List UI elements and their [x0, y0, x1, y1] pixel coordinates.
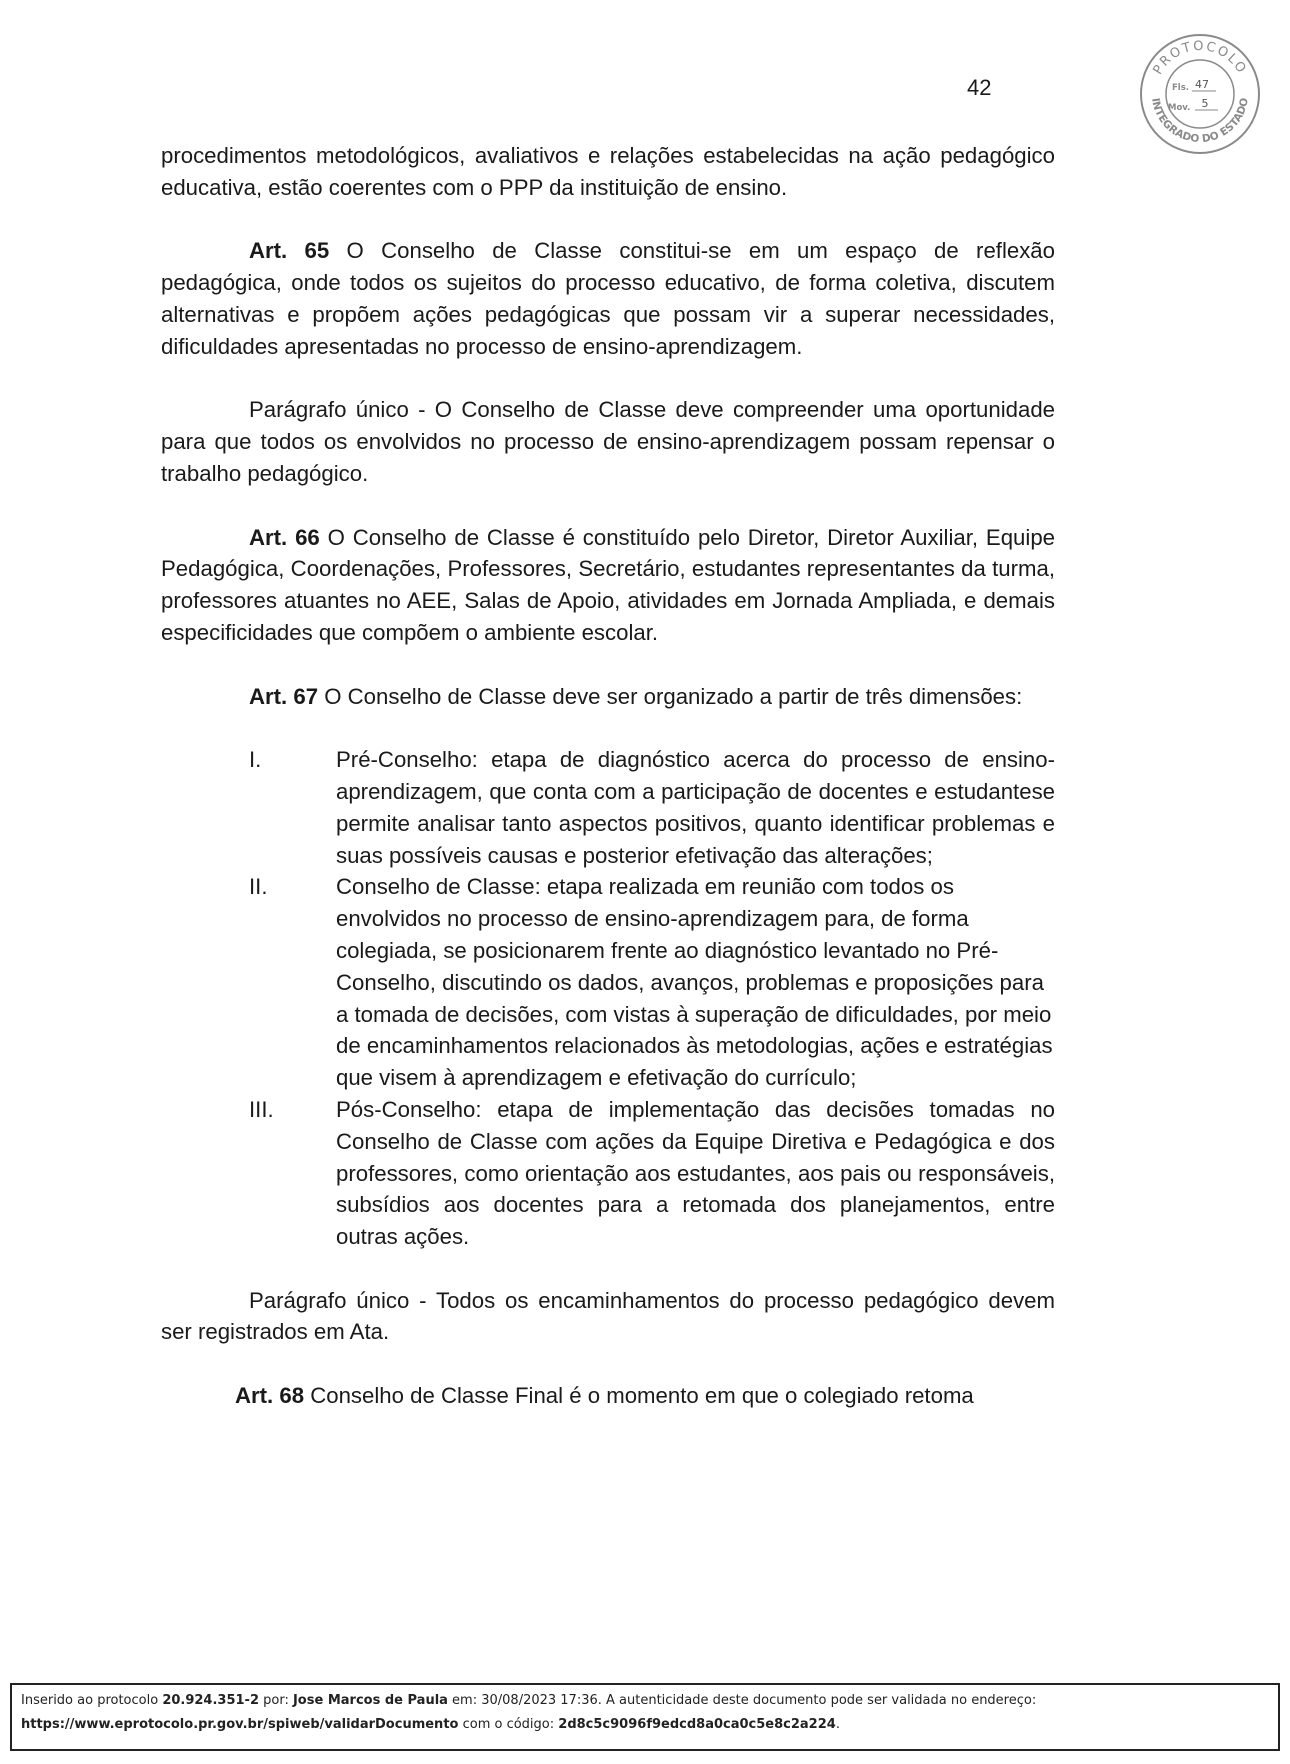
stamp-top-text: PROTOCOLO	[1150, 38, 1250, 78]
list-item-text: Pré-Conselho: etapa de diagnóstico acerca do processo de ensino- aprendizagem, que conta com a participação de docentes e estudantese permite analisar tanto aspectos positivos, quanto identificar problemas e suas possíveis causas e posterior efetivação das alterações;	[336, 747, 1055, 868]
paragraph-unico-2: Parágrafo único - Todos os encaminhamentos do processo pedagógico devem ser registrados em Ata.	[161, 1287, 1055, 1345]
list-item	[161, 744, 1055, 871]
document-body	[161, 140, 1055, 1412]
protocol-stamp	[1138, 32, 1262, 156]
validation-url[interactable]: https://www.eprotocolo.pr.gov.br/spiweb/validarDocumento	[21, 1717, 459, 1732]
footer-line-1	[21, 1689, 1269, 1713]
article-65-label: Art. 65	[249, 238, 330, 264]
stamp-mov-value: 5	[1201, 97, 1209, 110]
author-name: Jose Marcos de Paula	[292, 1693, 448, 1708]
article-65	[161, 235, 1055, 362]
validation-code: 2d8c5c9096f9edcd8a0ca0c5e8c2a224	[558, 1717, 836, 1732]
svg-text:INTEGRADO DO ESTADO	[1149, 97, 1251, 145]
article-68	[161, 1380, 1055, 1412]
paragraph-intro: procedimentos metodológicos, avaliativos e relações estabelecidas na ação pedagógico educativa, estão coerentes com o PPP da instituição de ensino.	[161, 143, 1055, 200]
stamp-fls-label: Fls.	[1172, 83, 1190, 93]
stamp-fls-value: 47	[1195, 78, 1209, 91]
list-item-number: II.	[249, 874, 268, 900]
article-66-label: Art. 66	[249, 524, 320, 550]
authenticity-footer	[10, 1683, 1280, 1751]
svg-text:PROTOCOLO	[1150, 39, 1249, 77]
list-item	[161, 1094, 1055, 1253]
paragraph-unico-1: Parágrafo único - O Conselho de Classe deve compreender uma oportunidade para que todos os envolvidos no processo de ensino-aprendizagem possam repensar o trabalho pedagógico.	[161, 397, 1055, 486]
list-item-text: Conselho de Classe: etapa realizada em reunião com todos os envolvidos no processo de ensino-aprendizagem para, de forma colegiada, se posicionarem frente ao diagnóstico levantado no Pré- Conselho, discutindo os dados, avanços, problemas e proposições para a tomada de decisões, com vistas à superação de dificuldades, por meio de encaminhamentos relacionados às metodologias, ações e estratégias que visem à aprendizagem e efetivação do currículo;	[336, 874, 1053, 1091]
footer-line-2	[21, 1713, 1269, 1737]
stamp-mov-label: Mov.	[1168, 103, 1191, 113]
list-item	[161, 871, 1055, 1094]
footer-text: em: 30/08/2023 17:36. A autenticidade deste documento pode ser validada no endereço:	[447, 1693, 1037, 1708]
article-65-text: O Conselho de Classe constitui-se em um espaço de reflexão pedagógica, onde todos os sujeitos do processo educativo, de forma coletiva, discutem alternativas e propõem ações pedagógicas que possam vir a superar necessidades, dificuldades apresentadas no processo de ensino-aprendizagem.	[161, 238, 1055, 359]
article-67	[161, 681, 1055, 713]
footer-text: Inserido ao protocolo	[21, 1693, 163, 1708]
article-67-label: Art. 67	[249, 683, 319, 709]
article-67-text: O Conselho de Classe deve ser organizado a partir de três dimensões:	[318, 683, 1023, 709]
footer-text: com o código:	[458, 1717, 559, 1732]
article-68-label: Art. 68	[235, 1383, 305, 1409]
list-item-number: III.	[249, 1096, 274, 1122]
page-number: 42	[967, 75, 992, 100]
dimensions-list	[161, 744, 1055, 1253]
stamp-bottom-text: INTEGRADO DO ESTADO	[1149, 96, 1251, 146]
footer-text: .	[835, 1717, 840, 1732]
article-68-text: Conselho de Classe Final é o momento em que o colegiado retoma	[304, 1383, 974, 1409]
protocol-number: 20.924.351-2	[162, 1693, 259, 1708]
article-66	[161, 522, 1055, 649]
article-66-text: O Conselho de Classe é constituído pelo Diretor, Diretor Auxiliar, Equipe Pedagógica, Coordenações, Professores, Secretário, estudantes representantes da turma, professores atuantes no AEE, Salas de Apoio, atividades em Jornada Ampliada, e demais especificidades que compõem o ambiente escolar.	[161, 524, 1055, 645]
list-item-number: I.	[249, 747, 262, 773]
footer-text: por:	[259, 1693, 293, 1708]
list-item-text: Pós-Conselho: etapa de implementação das decisões tomadas no Conselho de Classe com ações da Equipe Diretiva e Pedagógica e dos professores, como orientação aos estudantes, aos pais ou responsáveis, subsídios aos docentes para a retomada dos planejamentos, entre outras ações.	[336, 1096, 1055, 1250]
